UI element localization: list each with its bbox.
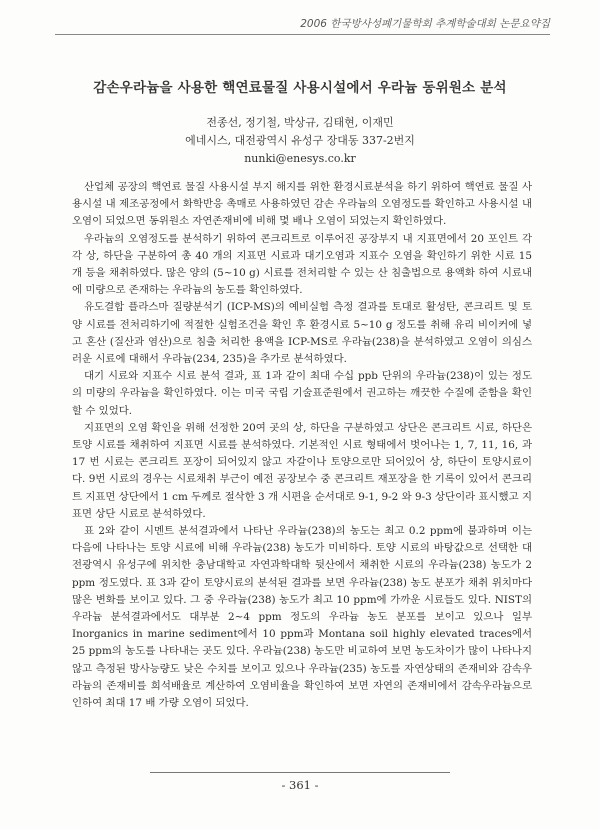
- page-number: - 361 -: [281, 778, 319, 792]
- affiliation: 에네시스, 대전광역시 유성구 장대동 337-2번지: [185, 134, 415, 147]
- paragraph: 표 2와 같이 시멘트 분석결과에서 나타난 우라늄(238)의 농도는 최고 0.2 ppm에 불과하며 이는 다음에 나타나는 토양 시료에 비해 우라늄(238) 농도가 미비하다. 토양 시료의 바탕값으로 선택한 대전광역시 유성구에 위치한 충남대학교 자연과학대학 뒷산에서 채취한 시료의 우라늄(238) 농도가 2 ppm 정도였다. 표 3과 같이 토양시료의 분석된 결과를 보면 우라늄(238) 농도 분포가 채취 위치마다 많은 변화를 보이고 있다. 그 중 우라늄(238) 농도가 최고 10 ppm에 가까운 시료들도 있다. NIST의 우라늄 분석결과에서도 대부분 2~4 ppm 정도의 우라늄 농도 분포를 보이고 있으나 일부 Inorganics in marine sediment에서 10 ppm과 Montana soil highly elevated traces에서 25 ppm의 농도를 나타내는 곳도 있다. 우라늄(238) 농도만 비교하여 보면 농도차이가 많이 나타나지 않고 측정된 방사능량도 낮은 수치를 보이고 있으나 우라늄(235) 농도를 자연상태의 존재비와 감속우라늄의 존재비를 희석배율로 계산하여 오염비율을 확인하여 보면 자연의 존재비에서 감속우라늄으로 인하여 최대 17 배 가량 오염이 되었다.: [72, 525, 532, 710]
- conference-header: 2006 한국방사성폐기물학회 추계학술대회 논문요약집: [300, 18, 550, 30]
- email: nunki@enesys.co.kr: [244, 152, 356, 165]
- byline: [0, 114, 600, 168]
- footer-divider: [150, 772, 450, 773]
- paragraph: 우라늄의 오염정도를 분석하기 위하여 콘크리트로 이루어진 공장부지 내 지표면에서 20 포인트 각각 상, 하단을 구분하여 총 40 개의 지표면 시료과 대기오염과 지표수 오염을 확인하기 위한 시료 15 개 등을 채취하였다. 많은 양의 (5~10 g) 시료를 전처리할 수 있는 산 침출법으로 용액화 하여 시료내에 미량으로 존재하는 우라늄의 농도를 확인하였다.: [72, 232, 532, 297]
- paragraph: 산업체 공장의 핵연료 물질 사용시설 부지 해지를 위한 환경시료분석을 하기 위하여 핵연료 물질 사용시설 내 제조공정에서 화학반응 촉매로 사용하였던 감손 우라늄의 오염정도를 확인하고 사용시설 내 오염이 되었으면 동위원소 자연존재비에 비해 몇 배나 오염이 되었는지 확인하였다.: [72, 181, 532, 228]
- paragraph: 지표면의 오염 확인을 위해 선정한 20여 곳의 상, 하단을 구분하였고 상단은 콘크리트 시료, 하단은 토양 시료를 채취하여 지표면 시료를 분석하였다. 기본적인 시료 형태에서 벗어나는 1, 7, 11, 16, 과 17 번 시료는 콘크리트 포장이 되어있지 않고 자갈이나 토양으로만 되어있어 상, 하단이 토양시료이다. 9번 시료의 경우는 시료채취 부근이 예전 공장보수 중 콘크리트 재포장을 한 기록이 있어서 콘크리트 지표면 상단에서 1 cm 두께로 절삭한 3 개 시편을 순서대로 9-1, 9-2 와 9-3 상단이라 표시했고 지표면 상단 시료로 분석하였다.: [72, 421, 532, 520]
- authors: 전종선, 정기철, 박상규, 김태현, 이재민: [206, 116, 394, 129]
- paper-title: 감손우라늄을 사용한 핵연료물질 사용시설에서 우라늄 동위원소 분석: [93, 80, 507, 96]
- header-divider: [55, 34, 550, 35]
- body-text: [72, 179, 532, 712]
- paragraph: 대기 시료와 지표수 시료 분석 결과, 표 1과 같이 최대 수십 ppb 단위의 우라늄(238)이 있는 정도의 미량의 우라늄을 확인하였다. 이는 미국 국립 기술표준원에서 권고하는 깨끗한 수질에 준함을 확인 할 수 있었다.: [72, 370, 532, 417]
- paragraph: 유도결합 플라스마 질량분석기 (ICP-MS)의 예비실험 측정 결과를 토대로 활성탄, 콘크리트 및 토양 시료를 전처리하기에 적절한 실험조건을 확인 후 환경시료 5~10 g 정도를 취해 유리 비이커에 넣고 혼산 (질산과 염산)으로 침출 처리한 용액을 ICP-MS로 우라늄(238)을 분석하였고 오염이 의심스러운 시료에 대해서 우라늄(234, 235)을 추가로 분석하였다.: [72, 301, 532, 366]
